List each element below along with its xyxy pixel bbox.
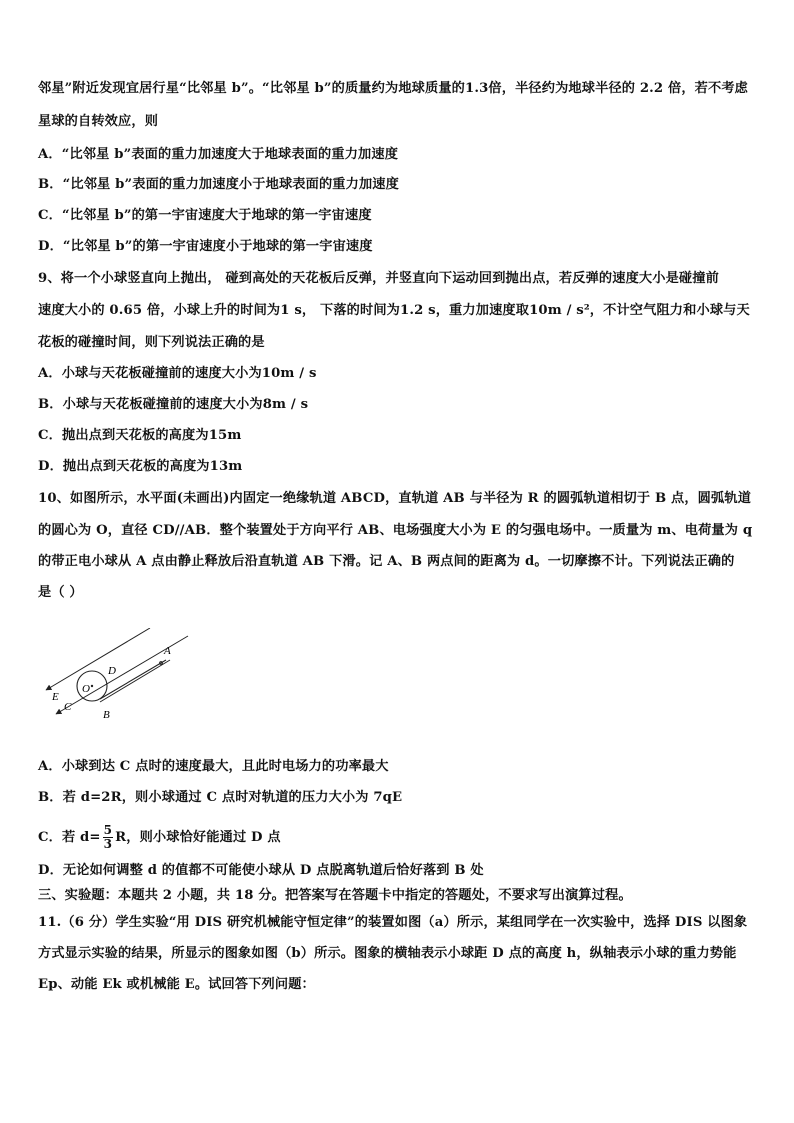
q10-stem-line-2: 的圆心为 O，直径 CD//AB．整个装置处于方向平行 AB、电场强度大小为 E 的匀强电场中。一质量为 m、电荷量为 q: [38, 523, 753, 538]
fraction-denominator: 3: [103, 837, 113, 851]
q10-stem-line-3: 的带正电小球从 A 点由静止释放后沿直轨道 AB 下滑。记 A、B 两点间的距离为 d。一切摩擦不计。下列说法正确的: [38, 554, 735, 569]
label-a: A: [164, 645, 171, 657]
field-line-1: [46, 628, 150, 690]
q8-option-b: B．“比邻星 b”表面的重力加速度小于地球表面的重力加速度: [38, 177, 399, 192]
fraction-numerator: 5: [103, 823, 113, 837]
q10-option-d: D．无论如何调整 d 的值都不可能使小球从 D 点脱离轨道后恰好落到 B 处: [38, 863, 484, 878]
q10-option-b: B．若 d=2R，则小球通过 C 点时对轨道的压力大小为 7qE: [38, 790, 403, 805]
q9-option-b: B．小球与天花板碰撞前的速度大小为8m / s: [38, 397, 309, 412]
q10-option-c: [38, 824, 281, 851]
q10-stem-line-4: 是（ ）: [38, 585, 83, 600]
fraction: [103, 824, 114, 851]
q9-stem-line-2: 速度大小的 0.65 倍，小球上升的时间为1 s， 下落的时间为1.2 s，重力加速度取10m / s²，不计空气阻力和小球与天: [38, 303, 750, 318]
q11-stem-line-3: Ep、动能 Ek 或机械能 E。试回答下列问题：: [38, 977, 315, 992]
center-o-dot: [91, 685, 93, 687]
q8-option-d: D．“比邻星 b”的第一宇宙速度小于地球的第一宇宙速度: [38, 239, 373, 254]
q11-stem-line-1: 11.（6 分）学生实验“用 DIS 研究机械能守恒定律”的装置如图（a）所示，某组同学在一次实验中，选择 DIS 以图象: [38, 915, 748, 930]
track-diagram: [40, 628, 200, 738]
q9-option-a: A．小球与天花板碰撞前的速度大小为10m / s: [38, 366, 317, 381]
q8-option-a: A．“比邻星 b”表面的重力加速度大于地球表面的重力加速度: [38, 147, 399, 162]
q10-option-c-suffix: R，则小球恰好能通过 D 点: [115, 830, 281, 845]
q11-stem-line-2: 方式显示实验的结果，所显示的图象如图（b）所示。图象的横轴表示小球距 D 点的高度 h，纵轴表示小球的重力势能: [38, 946, 737, 961]
intro-line-2: 星球的自转效应，则: [38, 114, 159, 129]
q9-option-c: C．抛出点到天花板的高度为15m: [38, 428, 242, 443]
q9-stem-line-1: 9、将一个小球竖直向上抛出， 碰到高处的天花板后反弹，并竖直向下运动回到抛出点，若反弹的速度大小是碰撞前: [38, 271, 719, 286]
section-3-heading: 三、实验题：本题共 2 小题，共 18 分。把答案写在答题卡中指定的答题处，不要求写出演算过程。: [38, 888, 632, 903]
label-o: O: [82, 683, 90, 695]
intro-line-1: 邻星”附近发现宜居行星“比邻星 b”。“比邻星 b”的质量约为地球质量的1.3倍，半径约为地球半径的 2.2 倍，若不考虑: [38, 81, 749, 96]
q10-option-c-prefix: C．若 d=: [38, 830, 101, 845]
q9-option-d: D．抛出点到天花板的高度为13m: [38, 459, 243, 474]
q10-option-a: A．小球到达 C 点时的速度最大，且此时电场力的功率最大: [38, 759, 389, 774]
q8-option-c: C．“比邻星 b”的第一宇宙速度大于地球的第一宇宙速度: [38, 208, 372, 223]
q10-stem-line-1: 10、如图所示，水平面(未画出)内固定一绝缘轨道 ABCD，直轨道 AB 与半径为 R 的圆弧轨道相切于 B 点，圆弧轨道: [38, 491, 752, 506]
label-e: E: [52, 691, 59, 703]
label-b: B: [103, 709, 110, 721]
label-d: D: [108, 665, 116, 677]
q9-stem-line-3: 花板的碰撞时间，则下列说法正确的是: [38, 335, 265, 350]
label-c: C: [64, 701, 72, 713]
